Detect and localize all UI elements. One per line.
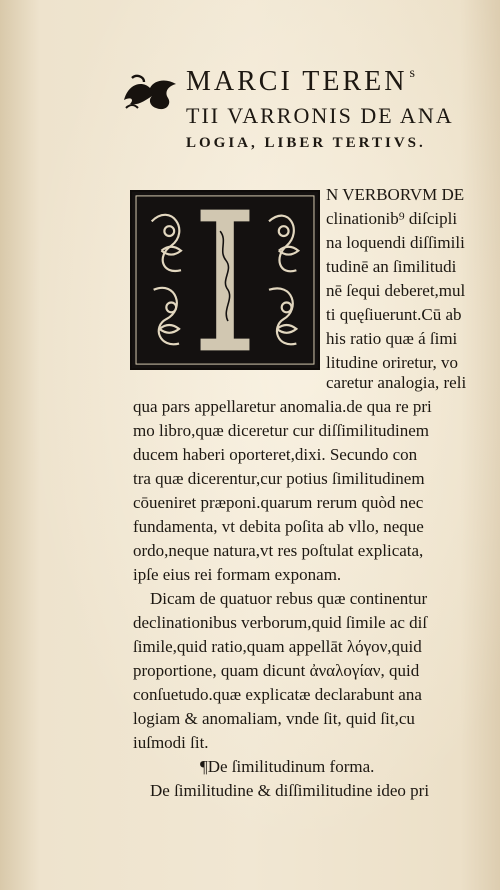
text-line: conſuetudo.quæ explicatæ declarabunt ana <box>133 685 422 704</box>
text-line: nē ſequi deberet,mul <box>326 281 466 300</box>
heading-line-2: TII VARRONIS DE ANA <box>186 103 454 128</box>
heading-line-1 <box>186 66 418 98</box>
heading-text-1: MARCI TEREN <box>186 66 408 97</box>
text-line: ducem haberi oporteret,dixi. Secundo con <box>133 445 418 464</box>
text-line: Dicam de quatuor rebus quæ continentur <box>150 589 428 608</box>
text-line: De ſimilitudine & diſſimilitudine ideo pri <box>150 781 430 800</box>
text-line: na loquendi diſſimili <box>326 233 465 252</box>
section-heading: ¶De ſimilitudinum forma. <box>200 757 375 776</box>
fleuron-ornament-icon <box>120 70 182 114</box>
floral-initial-icon <box>132 192 318 368</box>
text-line: mo libro,quæ diceretur cur diſſimilitudinem <box>133 421 430 440</box>
text-line: cōueniret præponi.quarum rerum quòd nec <box>133 493 424 512</box>
heading-line-3: LOGIA, LIBER TERTIVS. <box>186 135 426 151</box>
text-line: N VERBORVM DE <box>326 185 465 204</box>
text-line: ſimile,quid ratio,quam appellāt λόγον,quid <box>133 637 422 656</box>
heading-mark: s <box>409 66 418 81</box>
text-line: logiam & anomaliam, vnde ſit, quid ſit,cu <box>133 709 415 728</box>
text-line: ordo,neque natura,vt res poſtulat explicata, <box>133 541 424 560</box>
text-line: declinationibus verborum,quid ſimile ac diſ <box>133 613 428 632</box>
text-line: proportione, quam dicunt ἀναλογίαν, quid <box>133 661 420 680</box>
text-line: caretur analogia, reli <box>326 373 467 392</box>
text-line: tra quæ dicerentur,cur potius ſimilitudinem <box>133 469 425 488</box>
text-line: ti quęſiuerunt.Cū ab <box>326 305 462 324</box>
text-line: iuſmodi ſit. <box>133 733 209 752</box>
decorated-initial <box>130 190 320 370</box>
text-line: litudine oriretur, vo <box>326 353 458 372</box>
text-line: tudinē an ſimilitudi <box>326 257 457 276</box>
text-line: ipſe eius rei formam exponam. <box>133 565 342 584</box>
text-line: his ratio quæ á ſimi <box>326 329 458 348</box>
text-line: fundamenta, vt debita poſita ab vllo, neque <box>133 517 424 536</box>
text-line: qua pars appellaretur anomalia.de qua re pri <box>133 397 432 416</box>
text-line: clinationib⁹ diſcipli <box>326 209 458 228</box>
